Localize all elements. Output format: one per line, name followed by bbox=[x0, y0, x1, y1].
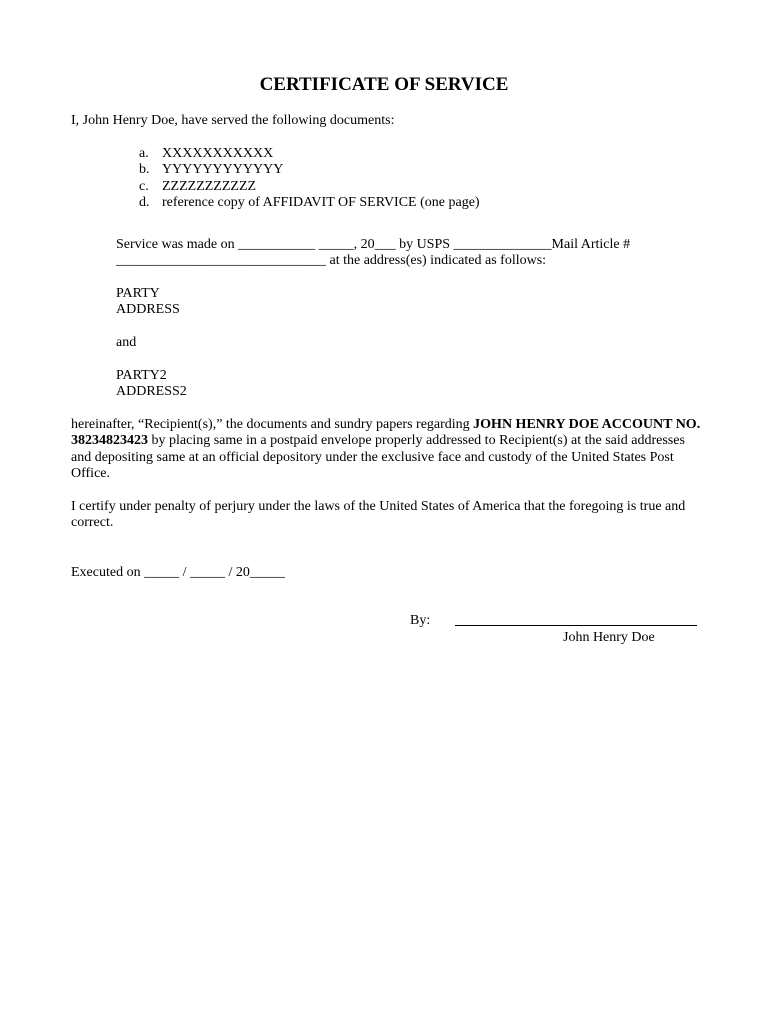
list-marker: c. bbox=[139, 178, 149, 194]
list-marker: a. bbox=[139, 146, 149, 161]
list-item-text: XXXXXXXXXXX bbox=[162, 146, 274, 161]
list-item-text: reference copy of AFFIDAVIT OF SERVICE (one page) bbox=[162, 194, 480, 210]
list-item bbox=[139, 162, 480, 178]
list-marker: b. bbox=[139, 162, 150, 178]
document-title: CERTIFICATE OF SERVICE bbox=[259, 74, 509, 95]
signature-line bbox=[455, 625, 697, 626]
list-item bbox=[139, 146, 480, 162]
recipient-conjunction: and bbox=[116, 335, 137, 350]
account-reference: JOHN HENRY DOE ACCOUNT NO. 38234823423 bbox=[71, 417, 701, 449]
list-item bbox=[139, 195, 480, 211]
list-item bbox=[139, 179, 480, 195]
service-method-paragraph bbox=[71, 417, 701, 482]
list-item-text: YYYYYYYYYYYY bbox=[162, 162, 284, 178]
certification-paragraph: I certify under penalty of perjury under the laws of the United States of America that the foregoing is true and correct. bbox=[71, 499, 686, 531]
recipient-address-1: ADDRESS bbox=[116, 302, 180, 317]
served-documents-list bbox=[139, 146, 480, 211]
service-details-line-2: ______________________________ at the address(es) indicated as follows: bbox=[116, 253, 547, 268]
list-item-text: ZZZZZZZZZZZ bbox=[162, 178, 257, 194]
recipient-party-1: PARTY bbox=[116, 286, 160, 301]
recipient-party-2: PARTY2 bbox=[116, 368, 167, 383]
execution-date-line: Executed on _____ / _____ / 20_____ bbox=[71, 565, 285, 580]
list-marker: d. bbox=[139, 194, 150, 210]
service-details-line-1: Service was made on ___________ _____, 20___ by USPS ______________Mail Article # bbox=[116, 237, 631, 252]
intro-statement: I, John Henry Doe, have served the following documents: bbox=[71, 113, 395, 128]
signature-by-label: By: bbox=[410, 613, 431, 628]
paragraph-text: by placing same in a postpaid envelope properly addressed to Recipient(s) at the said addresses and depositing same at an official depository under the exclusive face and custody of the United States Post Office. bbox=[71, 433, 685, 481]
recipient-address-2: ADDRESS2 bbox=[116, 384, 187, 399]
paragraph-text: hereinafter, “Recipient(s),” the documents and sundry papers regarding bbox=[71, 417, 474, 432]
signatory-name: John Henry Doe bbox=[563, 630, 655, 645]
